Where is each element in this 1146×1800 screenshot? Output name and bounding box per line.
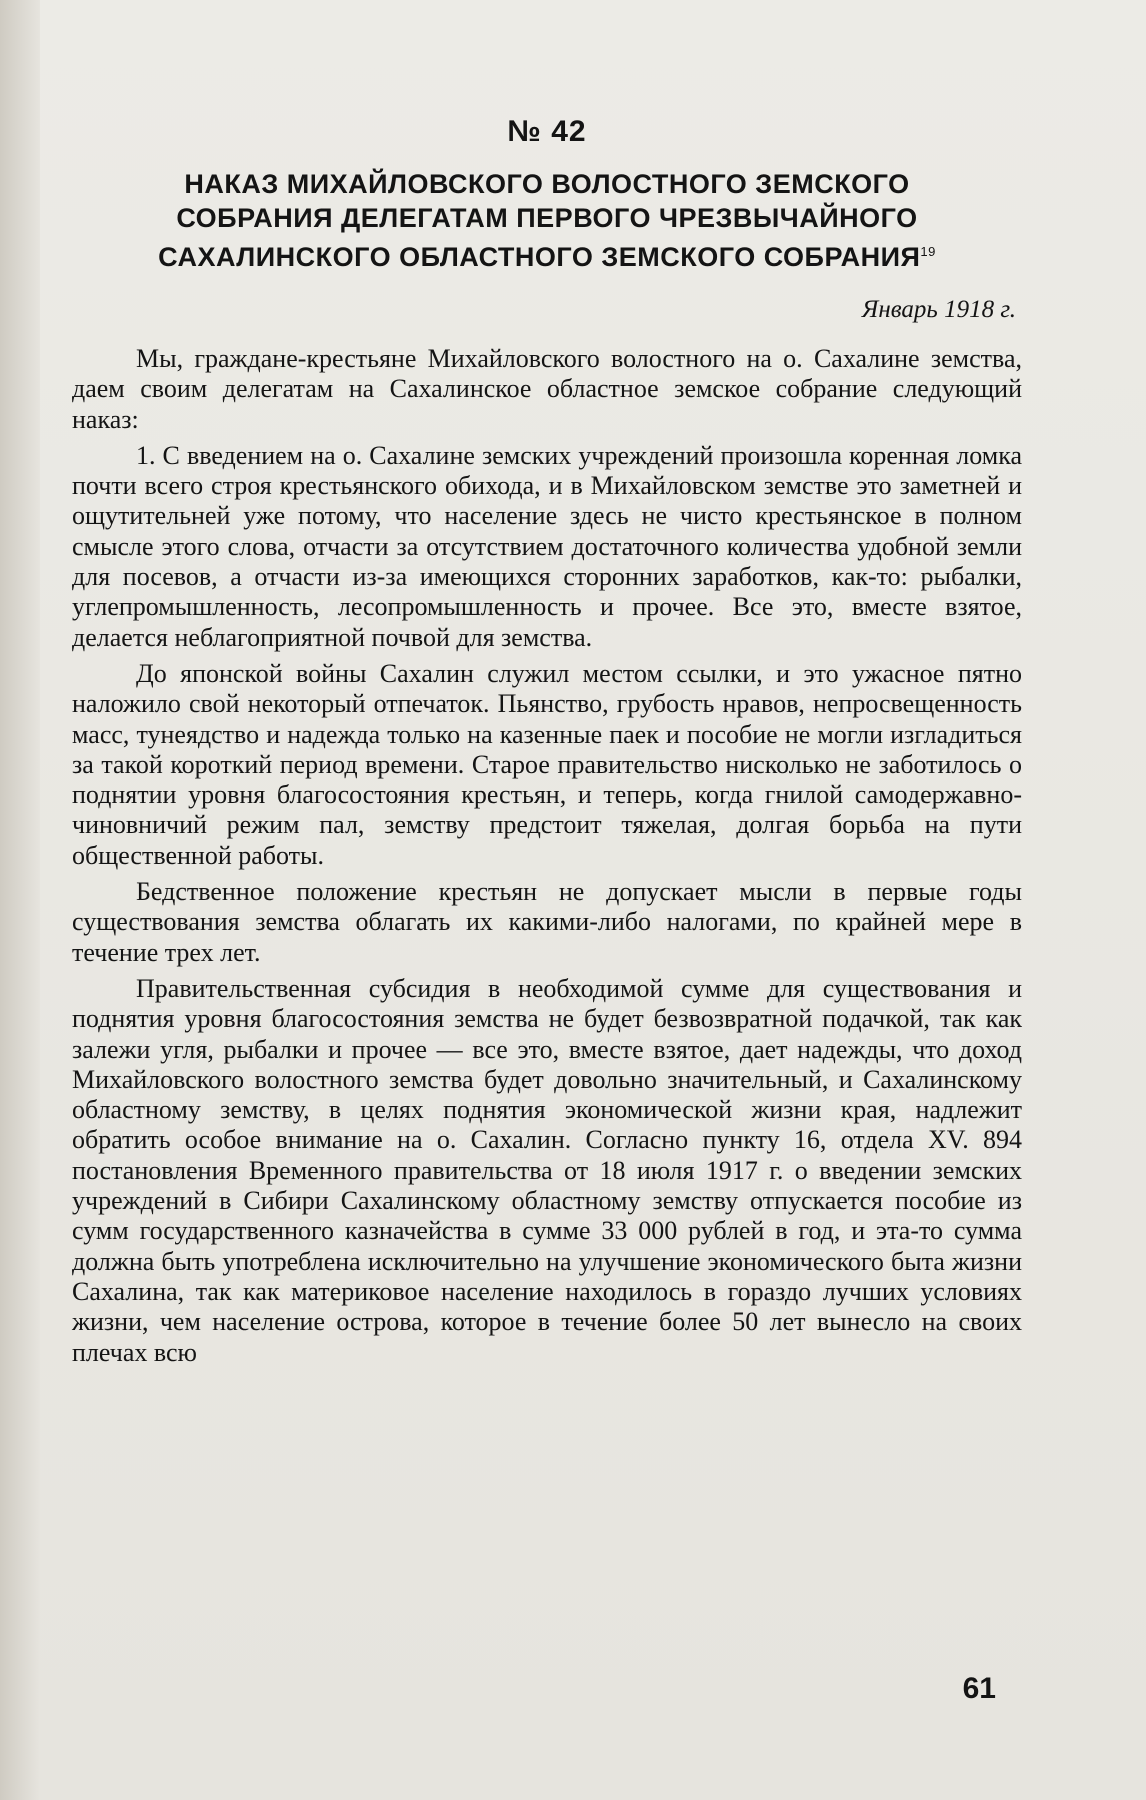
paragraph: Мы, граждане-крестьяне Михайловского волостного на о. Сахалине земства, даем своим делегатам на Сахалинское областное земское собрание следующий наказ:	[72, 344, 1022, 434]
paragraph: 1. С введением на о. Сахалине земских учреждений произошла коренная ломка почти всего строя крестьянского обихода, и в Михайловском земстве это заметней и ощутительней уже потому, что население здесь не чисто крестьянское в полном смысле этого слова, отчасти за отсутствием достаточного количества удобной земли для посевов, а отчасти из-за имеющихся сторонних заработков, как-то: рыбалки, углепромышленность, лесопромышленность и прочее. Все это, вместе взятое, делается неблагоприятной почвой для земства.	[72, 440, 1022, 652]
footnote-reference: 19	[920, 244, 936, 259]
page-number: 61	[962, 1672, 996, 1705]
paragraph: Правительственная субсидия в необходимой сумме для существования и поднятия уровня благосостояния земства не будет безвозвратной подачкой, так как залежи угля, рыбалки и прочее — все это, вместе взятое, дает надежды, что доход Михайловского волостного земства будет довольно значительный, и Сахалинскому областному земству, в целях поднятия экономической жизни края, надлежит обратить особое внимание на о. Сахалин. Согласно пункту 16, отдела XV. 894 постановления Временного правительства от 18 июля 1917 г. о введении земских учреждений в Сибири Сахалинскому областному земству отпускается пособие из сумм государственного казначейства в сумме 33 000 рублей в год, и эта-то сумма должна быть употреблена исключительно на улучшение экономического быта жизни Сахалина, так как материковое население находилось в гораздо лучших условиях жизни, чем население острова, которое в течение более 50 лет вынесло на своих плечах всю	[72, 973, 1022, 1367]
page-content	[72, 115, 1022, 1374]
title-line-3: САХАЛИНСКОГО ОБЛАСТНОГО ЗЕМСКОГО СОБРАНИЯ	[158, 242, 921, 272]
page-spine-shadow	[0, 0, 40, 1800]
paragraph: Бедственное положение крестьян не допускает мысли в первые годы существования земства облагать их какими-либо налогами, по крайней мере в течение трех лет.	[72, 877, 1022, 967]
title-line-2: СОБРАНИЯ ДЕЛЕГАТАМ ПЕРВОГО ЧРЕЗВЫЧАЙНОГО	[176, 203, 918, 233]
document-number: № 42	[507, 115, 587, 148]
document-title	[72, 167, 1022, 274]
paragraph: До японской войны Сахалин служил местом ссылки, и это ужасное пятно наложило свой некоторый отпечаток. Пьянство, грубость нравов, непросвещенность масс, тунеядство и надежда только на казенные паек и пособие не могли изгладиться за такой короткий период времени. Старое правительство нисколько не заботилось о поднятии уровня благосостояния крестьян, и теперь, когда гнилой самодержавно-чиновничий режим пал, земству предстоит тяжелая, долгая борьба на пути общественной работы.	[72, 658, 1022, 870]
document-date: Январь 1918 г.	[861, 296, 1016, 323]
title-line-1: НАКАЗ МИХАЙЛОВСКОГО ВОЛОСТНОГО ЗЕМСКОГО	[184, 169, 910, 199]
